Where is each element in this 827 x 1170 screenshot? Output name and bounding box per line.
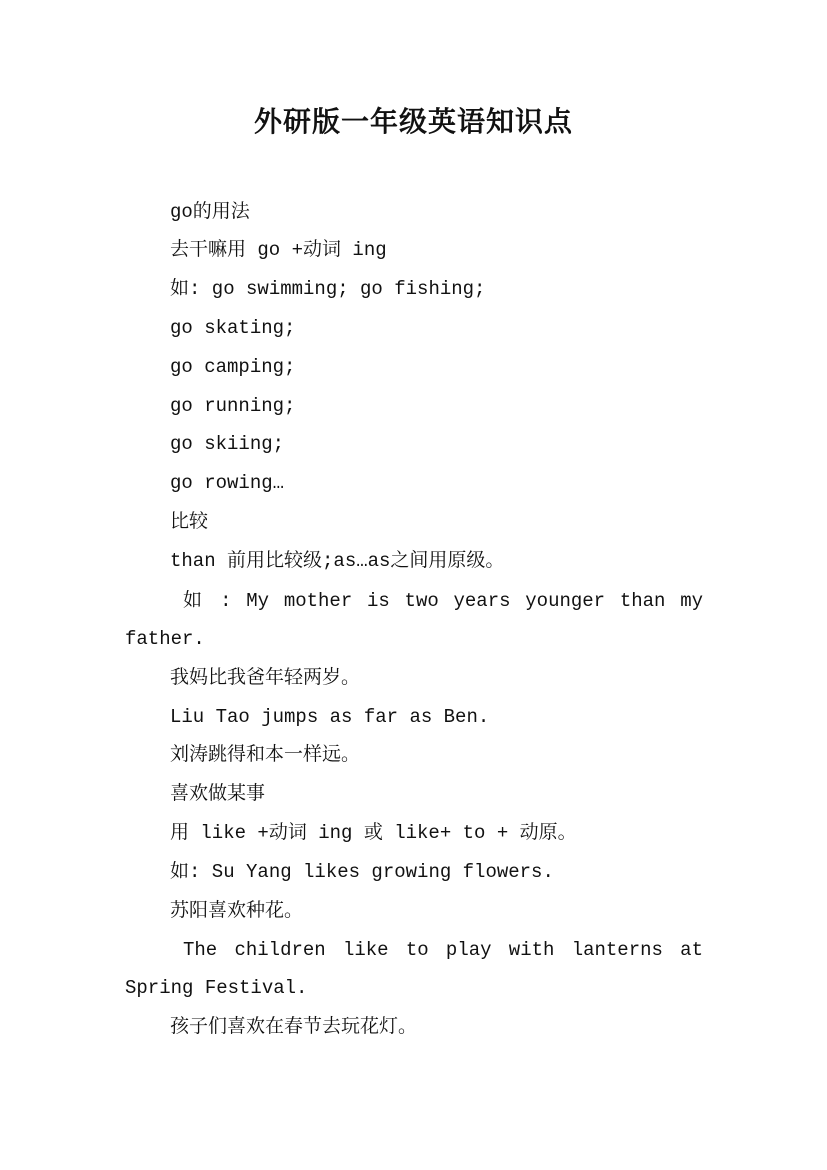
text-line: father. bbox=[125, 628, 205, 650]
text-line: go skating; bbox=[170, 317, 296, 339]
text-line: than 前用比较级;as…as之间用原级。 bbox=[170, 550, 505, 572]
text-line: go skiing; bbox=[170, 433, 285, 455]
text-line: go running; bbox=[170, 395, 296, 417]
text-line: 孩子们喜欢在春节去玩花灯。 bbox=[170, 1016, 418, 1038]
text-line: go camping; bbox=[170, 356, 296, 378]
document-title: 外研版一年级英语知识点 bbox=[253, 105, 573, 138]
text-line: 如: go swimming; go fishing; bbox=[170, 278, 486, 300]
text-line: 如: Su Yang likes growing flowers. bbox=[170, 861, 554, 883]
text-line-justified bbox=[125, 938, 703, 962]
text-line-justified bbox=[125, 589, 703, 613]
text-line: 如 : My mother is two years younger than my bbox=[183, 590, 703, 612]
text-line: 苏阳喜欢种花。 bbox=[170, 900, 304, 922]
text-line: 用 like +动词 ing 或 like+ to + 动原。 bbox=[170, 822, 577, 844]
text-line: 比较 bbox=[170, 511, 209, 533]
text-line: 刘涛跳得和本一样远。 bbox=[170, 744, 361, 766]
text-line: 喜欢做某事 bbox=[170, 783, 266, 805]
text-line: Liu Tao jumps as far as Ben. bbox=[170, 706, 490, 728]
text-line: go的用法 bbox=[170, 201, 250, 223]
text-line: 我妈比我爸年轻两岁。 bbox=[170, 667, 361, 689]
text-line: 去干嘛用 go +动词 ing bbox=[170, 239, 387, 261]
text-line: go rowing… bbox=[170, 472, 285, 494]
text-line: Spring Festival. bbox=[125, 977, 308, 999]
text-line: The children like to play with lanterns at bbox=[183, 939, 703, 961]
